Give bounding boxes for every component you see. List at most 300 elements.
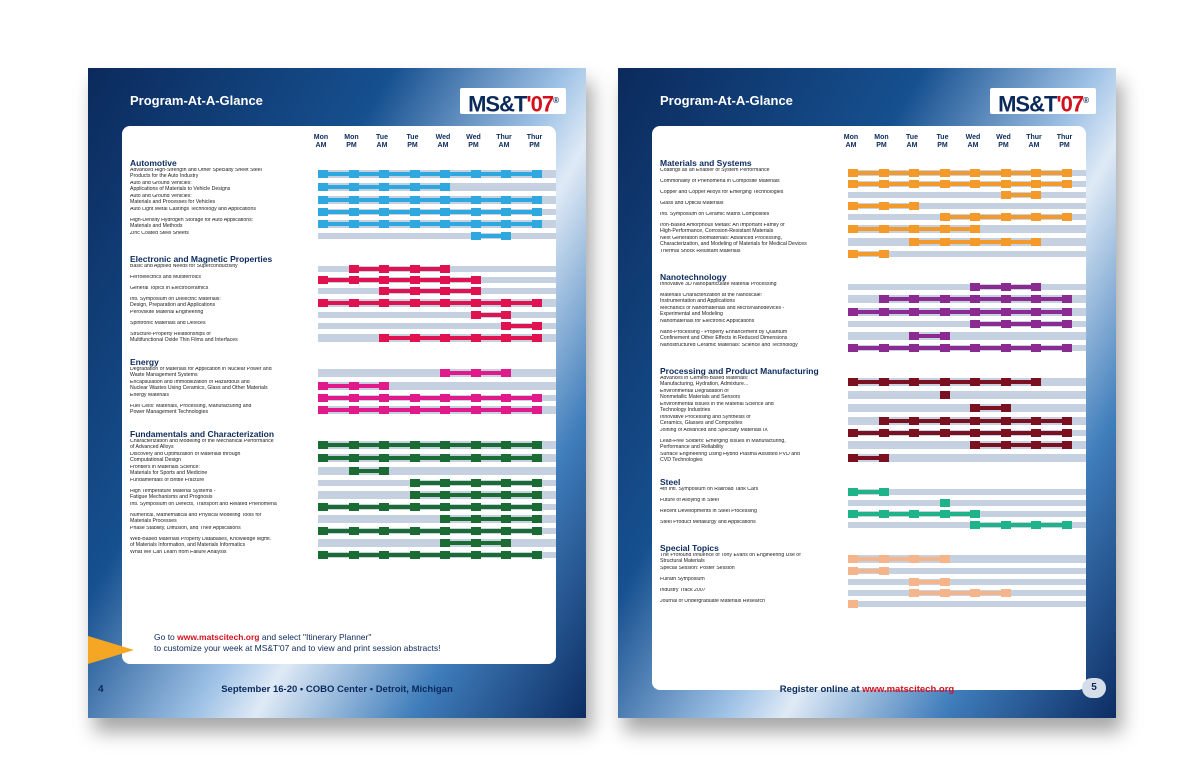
session-slot: [471, 287, 481, 295]
session-slot: [1031, 344, 1041, 352]
session-slot: [1062, 441, 1072, 449]
session-slot: [501, 232, 511, 240]
session-slot: [1001, 308, 1011, 316]
session-slot: [440, 334, 450, 342]
mst07-logo: MS&T'07®: [990, 88, 1096, 114]
page-number: 4: [98, 684, 104, 695]
session-row[interactable]: [660, 223, 1086, 236]
session-label: Lead-Free Solders: Emerging Issues in Manufacturing, Performance and Reliability: [660, 439, 786, 450]
session-row[interactable]: [130, 207, 556, 218]
session-slot: [471, 406, 481, 414]
session-slot: [379, 276, 389, 284]
arrow-icon: [88, 636, 134, 664]
session-slot: [532, 220, 542, 228]
session-slot: [471, 441, 481, 449]
session-row[interactable]: [130, 194, 556, 207]
session-row[interactable]: [130, 478, 556, 489]
session-slot: [879, 225, 889, 233]
session-label: Advanced High-Strength and Other Specialty Sheet Steel Products for the Auto Industry: [130, 168, 262, 179]
session-slot: [940, 344, 950, 352]
session-slot: [970, 521, 980, 529]
session-slot: [879, 295, 889, 303]
session-slot: [440, 491, 450, 499]
session-row[interactable]: [660, 190, 1086, 201]
column-header: Tue PM: [936, 134, 949, 149]
session-slot: [909, 180, 919, 188]
schedule-grid: [660, 154, 1086, 610]
session-label: Numerical, Mathematical and Physical Modeling Tools for Materials Processes: [130, 513, 262, 524]
footer-link[interactable]: www.matscitech.org: [862, 684, 955, 695]
session-row[interactable]: [130, 231, 556, 242]
session-slot: [970, 417, 980, 425]
session-slot: [1031, 238, 1041, 246]
session-label: Structure-Property Relationships of Multifunctional Oxide Thin Films and Interfaces: [130, 332, 238, 343]
session-row[interactable]: [130, 367, 556, 380]
session-slot: [1031, 417, 1041, 425]
session-slot: [1001, 344, 1011, 352]
session-label: Phase Stability, Diffusion, and Their Applications: [130, 526, 241, 531]
promo-link[interactable]: www.matscitech.org: [177, 632, 260, 642]
session-slot: [909, 332, 919, 340]
session-slot: [349, 265, 359, 273]
session-slot: [532, 334, 542, 342]
session-label: Energy Materials: [130, 393, 169, 398]
session-row[interactable]: [130, 465, 556, 478]
session-slot: [532, 299, 542, 307]
column-header: Mon AM: [313, 134, 329, 149]
session-label: Surface Engineering Using Hybrid Plasma Assisted PVD and CVD Technologies: [660, 452, 800, 463]
session-slot: [440, 527, 450, 535]
session-row[interactable]: [130, 537, 556, 550]
section-title: Electronic and Magnetic Properties: [130, 254, 273, 264]
session-slot: [909, 417, 919, 425]
column-header: Tue AM: [376, 134, 388, 149]
session-slot: [532, 441, 542, 449]
session-slot: [440, 183, 450, 191]
session-row[interactable]: [130, 502, 556, 513]
session-row[interactable]: [660, 415, 1086, 428]
session-slot: [440, 454, 450, 462]
session-row[interactable]: [660, 343, 1086, 354]
row-band: [848, 284, 1086, 290]
session-slot: [848, 567, 858, 575]
session-row[interactable]: [660, 452, 1086, 465]
session-slot: [379, 220, 389, 228]
row-band: [848, 404, 1086, 412]
session-slot: [471, 311, 481, 319]
session-row[interactable]: [130, 513, 556, 526]
session-slot: [848, 225, 858, 233]
session-slot: [318, 551, 328, 559]
session-label: Advances in Cement-Based Materials: Manufacturing, Hydration, Admixture...: [660, 376, 749, 387]
page-footer: [88, 682, 586, 702]
session-slot: [879, 510, 889, 518]
session-slot: [879, 454, 889, 462]
page-number: 5: [1082, 678, 1106, 698]
session-row[interactable]: [130, 264, 556, 275]
session-slot: [532, 551, 542, 559]
session-slot: [440, 170, 450, 178]
session-label: Fundamentals of Brittle Fracture: [130, 478, 205, 483]
column-header: Tue AM: [906, 134, 918, 149]
session-slot: [501, 311, 511, 319]
session-row[interactable]: [660, 599, 1086, 610]
session-label: Fulrath Symposium: [660, 577, 705, 582]
session-slot: [1001, 180, 1011, 188]
session-row[interactable]: [660, 498, 1086, 509]
schedule-grid: [130, 154, 556, 561]
session-slot: [440, 394, 450, 402]
session-label: Auto and Ground Vehicles: Materials and Processes for Vehicles: [130, 194, 216, 205]
section-title: Special Topics: [660, 543, 719, 553]
session-row[interactable]: [660, 236, 1086, 249]
session-slot: [940, 308, 950, 316]
session-slot: [940, 510, 950, 518]
session-slot: [318, 170, 328, 178]
session-slot: [1031, 213, 1041, 221]
session-slot: [532, 503, 542, 511]
session-slot: [410, 334, 420, 342]
session-slot: [379, 503, 389, 511]
session-row[interactable]: [660, 282, 1086, 293]
session-slot: [440, 196, 450, 204]
session-slot: [501, 406, 511, 414]
session-label: Intl. Symposium on Dielectric Materials: Design, Preparation and Applications: [130, 297, 221, 308]
session-slot: [440, 276, 450, 284]
session-slot: [848, 454, 858, 462]
session-slot: [1001, 320, 1011, 328]
session-slot: [349, 551, 359, 559]
session-slot: [501, 515, 511, 523]
session-slot: [379, 265, 389, 273]
session-slot: [1001, 238, 1011, 246]
session-slot: [909, 578, 919, 586]
session-slot: [410, 183, 420, 191]
session-slot: [471, 369, 481, 377]
section-title: Fundamentals and Characterization: [130, 429, 275, 439]
session-slot: [379, 196, 389, 204]
session-slot: [909, 295, 919, 303]
session-row[interactable]: [130, 380, 556, 393]
session-row[interactable]: [660, 509, 1086, 520]
session-label: Special Session: Poster Session: [660, 566, 735, 571]
schedule-panel: [652, 126, 1086, 690]
session-slot: [970, 283, 980, 291]
session-slot: [970, 225, 980, 233]
session-row[interactable]: [130, 168, 556, 181]
row-band: [318, 369, 556, 377]
session-row[interactable]: [660, 293, 1086, 306]
session-slot: [410, 394, 420, 402]
session-row[interactable]: [660, 179, 1086, 190]
session-label: Joining of Advanced and Specialty Materials IX: [660, 428, 768, 433]
left-page: [88, 68, 586, 718]
session-slot: [1062, 308, 1072, 316]
session-slot: [970, 344, 980, 352]
section-title: Steel: [660, 477, 681, 487]
session-slot: [1031, 429, 1041, 437]
row-band: [318, 539, 556, 547]
session-slot: [349, 183, 359, 191]
session-slot: [440, 287, 450, 295]
session-label: Innovative 3D Nanoparticulate Material Processing: [660, 282, 777, 287]
session-slot: [1001, 589, 1011, 597]
session-row[interactable]: [660, 577, 1086, 588]
session-slot: [471, 515, 481, 523]
session-slot: [970, 238, 980, 246]
session-row[interactable]: [130, 393, 556, 404]
session-slot: [1062, 417, 1072, 425]
session-slot: [879, 567, 889, 575]
session-row[interactable]: [130, 275, 556, 286]
section-title: Energy: [130, 357, 159, 367]
session-row[interactable]: [660, 376, 1086, 389]
session-label: Auto Light Metal Castings Technology and Applications: [130, 207, 256, 212]
session-slot: [1031, 169, 1041, 177]
session-slot: [532, 491, 542, 499]
session-slot: [940, 429, 950, 437]
session-slot: [318, 382, 328, 390]
session-label: Future of Alloying in Steel: [660, 498, 719, 503]
session-slot: [909, 589, 919, 597]
session-slot: [940, 295, 950, 303]
session-row[interactable]: [130, 218, 556, 231]
session-label: Journal of Undergraduate Materials Research: [660, 599, 765, 604]
column-header: Mon PM: [344, 134, 359, 149]
session-row[interactable]: [130, 439, 556, 452]
session-slot: [1062, 295, 1072, 303]
session-slot: [501, 479, 511, 487]
session-slot: [970, 589, 980, 597]
session-label: Degradation of Materials for Application in Nuclear Power and Waste Management Systems: [130, 367, 272, 378]
session-row[interactable]: [660, 306, 1086, 319]
session-slot: [501, 394, 511, 402]
session-label: Industry Track 2007: [660, 588, 706, 593]
session-slot: [410, 208, 420, 216]
session-slot: [349, 276, 359, 284]
session-slot: [349, 467, 359, 475]
session-slot: [501, 299, 511, 307]
session-slot: [879, 429, 889, 437]
session-slot: [879, 202, 889, 210]
column-header: Thur PM: [526, 134, 543, 149]
session-slot: [1001, 191, 1011, 199]
session-slot: [349, 196, 359, 204]
session-row[interactable]: [660, 520, 1086, 531]
session-slot: [318, 441, 328, 449]
session-label: Coatings as an Enabler of System Performance: [660, 168, 770, 173]
session-slot: [501, 170, 511, 178]
session-row[interactable]: [130, 550, 556, 561]
session-slot: [532, 394, 542, 402]
session-slot: [879, 488, 889, 496]
session-slot: [471, 232, 481, 240]
session-slot: [909, 344, 919, 352]
session-row[interactable]: [660, 439, 1086, 452]
session-slot: [909, 429, 919, 437]
session-slot: [318, 299, 328, 307]
session-slot: [318, 196, 328, 204]
session-label: Recent Developments in Steel Processing: [660, 509, 757, 514]
session-slot: [471, 539, 481, 547]
session-row[interactable]: [660, 212, 1086, 223]
session-slot: [440, 479, 450, 487]
session-label: Fuel Cells: Materials, Processing, Manufacturing and Power Management Technologies: [130, 404, 252, 415]
session-label: Encapsulation and Immobilization of Hazardous and Nuclear Wastes Using Ceramics, Glass and Other Materials: [130, 380, 268, 391]
session-slot: [379, 454, 389, 462]
session-slot: [318, 276, 328, 284]
session-slot: [1001, 417, 1011, 425]
session-slot: [379, 527, 389, 535]
row-band: [848, 579, 1086, 585]
session-row[interactable]: [660, 168, 1086, 179]
session-slot: [379, 551, 389, 559]
session-slot: [940, 499, 950, 507]
session-slot: [848, 169, 858, 177]
session-slot: [379, 334, 389, 342]
session-slot: [909, 238, 919, 246]
session-slot: [532, 208, 542, 216]
session-slot: [471, 299, 481, 307]
footer-text: Register online at www.matscitech.org: [779, 684, 955, 695]
session-slot: [1031, 441, 1041, 449]
session-row[interactable]: [660, 553, 1086, 566]
session-row[interactable]: [130, 489, 556, 502]
session-slot: [879, 250, 889, 258]
session-slot: [318, 208, 328, 216]
session-label: High Temperature Material Systems - Fatigue Mechanisms and Prognosis: [130, 489, 216, 500]
session-slot: [440, 539, 450, 547]
session-label: Innovative Processing and Synthesis of Ceramics, Glasses and Composites: [660, 415, 751, 426]
session-slot: [349, 382, 359, 390]
session-slot: [471, 220, 481, 228]
session-slot: [909, 308, 919, 316]
session-row[interactable]: [130, 332, 556, 345]
session-slot: [940, 555, 950, 563]
column-header: Thur AM: [1026, 134, 1042, 149]
session-slot: [379, 183, 389, 191]
session-slot: [410, 299, 420, 307]
session-label: Thermal Shock Resistant Materials: [660, 249, 741, 254]
session-slot: [410, 170, 420, 178]
promo-banner: [88, 628, 558, 668]
session-slot: [940, 589, 950, 597]
session-slot: [879, 417, 889, 425]
session-row[interactable]: [660, 487, 1086, 498]
session-slot: [940, 417, 950, 425]
column-header: Thur AM: [496, 134, 512, 149]
session-slot: [879, 180, 889, 188]
session-label: Materials Characterization at the Nanoscale: Instrumentation and Applications: [660, 293, 763, 304]
session-label: Spintronic Materials and Devices: [130, 321, 206, 326]
session-row[interactable]: [130, 526, 556, 537]
session-row[interactable]: [660, 566, 1086, 577]
session-label: Mechanics of Nanomaterials and Micro/Nanodevices - Experimental and Modeling: [660, 306, 785, 317]
session-slot: [970, 308, 980, 316]
session-slot: [879, 169, 889, 177]
session-label: The Profound Influence of Tony Evans on Engineering Use of Structural Materials: [660, 553, 801, 564]
session-row[interactable]: [660, 249, 1086, 260]
session-row[interactable]: [660, 201, 1086, 212]
session-slot: [471, 196, 481, 204]
session-slot: [1062, 429, 1072, 437]
session-slot: [848, 202, 858, 210]
session-slot: [848, 555, 858, 563]
session-slot: [1031, 191, 1041, 199]
session-slot: [318, 406, 328, 414]
session-slot: [410, 454, 420, 462]
session-slot: [471, 454, 481, 462]
session-row[interactable]: [130, 452, 556, 465]
session-label: Perovskite Material Engineering: [130, 310, 204, 315]
session-row[interactable]: [130, 297, 556, 310]
session-slot: [970, 180, 980, 188]
session-slot: [501, 208, 511, 216]
session-slot: [909, 378, 919, 386]
session-slot: [848, 488, 858, 496]
session-slot: [410, 491, 420, 499]
session-slot: [940, 180, 950, 188]
session-label: Discovery and Optimization of Materials through Computational Design: [130, 452, 241, 463]
session-row[interactable]: [660, 428, 1086, 439]
session-slot: [379, 441, 389, 449]
session-slot: [940, 238, 950, 246]
session-slot: [879, 378, 889, 386]
session-slot: [440, 299, 450, 307]
session-row[interactable]: [130, 181, 556, 194]
session-slot: [848, 308, 858, 316]
session-row[interactable]: [660, 319, 1086, 330]
session-slot: [410, 551, 420, 559]
session-slot: [848, 344, 858, 352]
session-slot: [1031, 521, 1041, 529]
session-row[interactable]: [130, 310, 556, 321]
session-slot: [848, 180, 858, 188]
session-slot: [410, 265, 420, 273]
session-slot: [532, 454, 542, 462]
session-slot: [410, 406, 420, 414]
column-headers: [843, 134, 1086, 154]
session-slot: [909, 225, 919, 233]
session-slot: [848, 250, 858, 258]
session-label: Environmental Issues in the Material Science and Technology Industries: [660, 402, 774, 413]
session-row[interactable]: [660, 330, 1086, 343]
session-row[interactable]: [130, 321, 556, 332]
session-label: Iron-Based Amorphous Metals: An Important Family of High-Performance, Corrosion-Resistant Materials: [660, 223, 785, 234]
session-slot: [440, 208, 450, 216]
session-slot: [532, 527, 542, 535]
session-row[interactable]: [660, 389, 1086, 402]
column-header: Wed PM: [466, 134, 481, 149]
session-row[interactable]: [130, 286, 556, 297]
session-slot: [848, 378, 858, 386]
session-label: High-Density Hydrogen Storage for Auto Applications: Materials and Methods: [130, 218, 254, 229]
session-slot: [970, 441, 980, 449]
session-label: Intl. Symposium on Defects, Transport and Related Phenomena: [130, 502, 277, 507]
page-title: Program-At-A-Glance: [130, 93, 263, 108]
session-slot: [349, 208, 359, 216]
session-row[interactable]: [130, 404, 556, 417]
session-slot: [1001, 441, 1011, 449]
session-row[interactable]: [660, 588, 1086, 599]
session-slot: [1001, 521, 1011, 529]
session-row[interactable]: [660, 402, 1086, 415]
section-title: Automotive: [130, 158, 177, 168]
session-slot: [349, 394, 359, 402]
session-slot: [1001, 283, 1011, 291]
session-label: Next Generation Biomaterials: Advanced Processing, Characterization, and Modeling of Materials for Medical Devices: [660, 236, 807, 247]
session-slot: [1031, 295, 1041, 303]
